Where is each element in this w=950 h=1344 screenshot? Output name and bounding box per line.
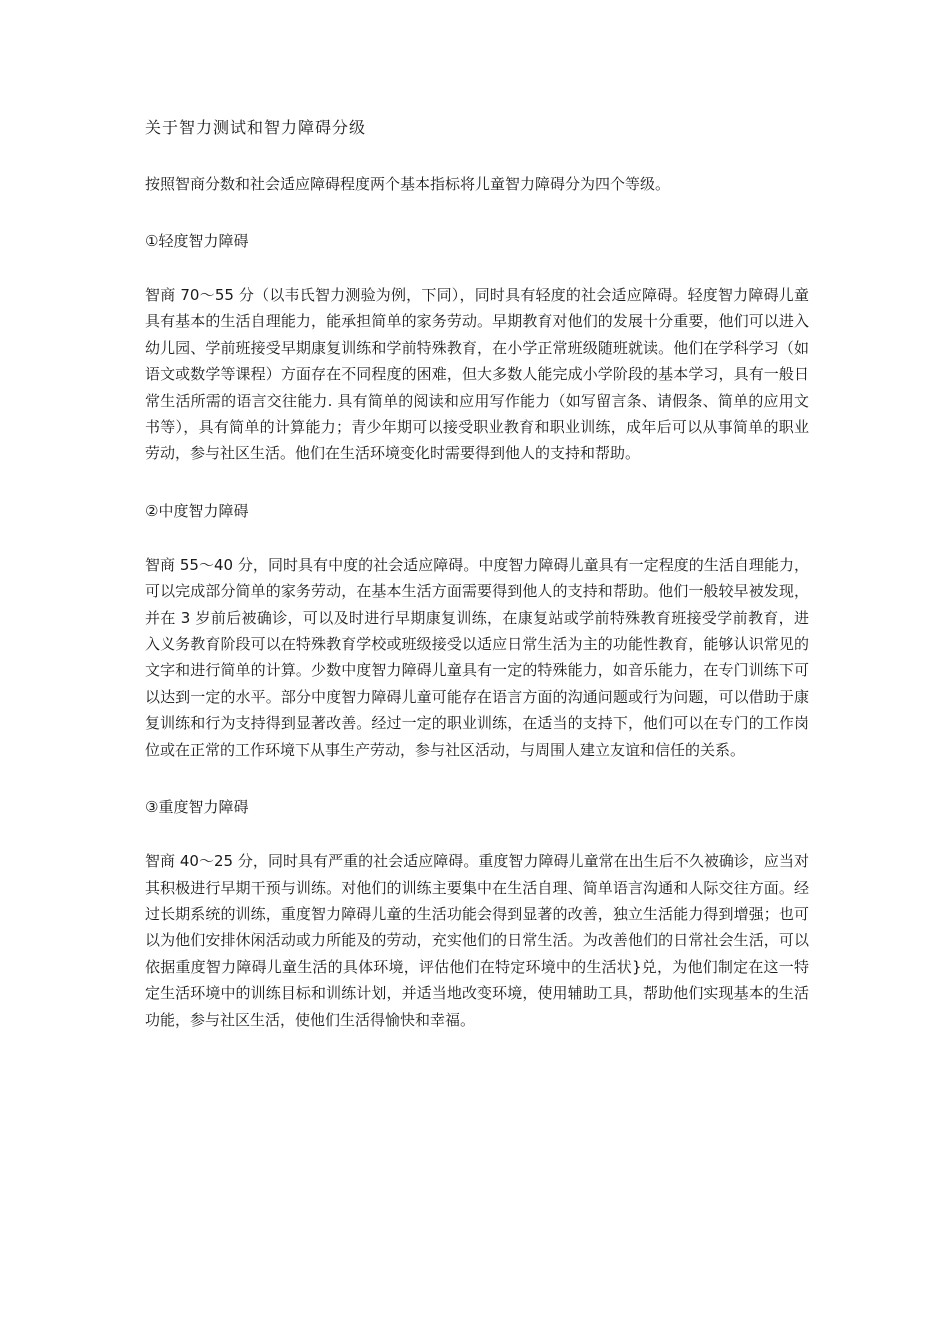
section-mild (145, 228, 809, 467)
section-heading: ③重度智力障碍 (145, 798, 249, 817)
section-body: 智商 55～40 分，同时具有中度的社会适应障碍。中度智力障碍儿童具有一定程度的生活自理能力，可以完成部分简单的家务劳动，在基本生活方面需要得到他人的支持和帮助。他们一般较早被发现，并在 3 岁前后被确诊，可以及时进行早期康复训练，在康复站或学前特殊教育班接受学前教育，进入义务教育阶段可以在特殊教育学校或班级接受以适应日常生活为主的功能性教育，能够认识常见的文字和进行简单的计算。少数中度智力障碍儿童具有一定的特殊能力，如音乐能力，在专门训练下可以达到一定的水平。部分中度智力障碍儿童可能存在语言方面的沟通问题或行为问题，可以借助于康复训练和行为支持得到显著改善。经过一定的职业训练，在适当的支持下，他们可以在专门的工作岗位或在正常的工作环境下从事生产劳动，参与社区活动，与周围人建立友谊和信任的关系。 (145, 555, 809, 759)
section-heading: ②中度智力障碍 (145, 501, 249, 520)
intro-paragraph: 按照智商分数和社会适应障碍程度两个基本指标将儿童智力障碍分为四个等级。 (145, 175, 671, 193)
section-moderate (145, 498, 809, 763)
section-heading: ①轻度智力障碍 (145, 232, 249, 250)
section-severe (145, 794, 809, 1033)
document-page (145, 114, 809, 1033)
section-body: 智商 70～55 分（以韦氏智力测验为例，下同），同时具有轻度的社会适应障碍。轻度智力障碍儿童具有基本的生活自理能力，能承担简单的家务劳动。早期教育对他们的发展十分重要，他们可以进入幼儿园、学前班接受早期康复训练和学前特殊教育，在小学正常班级随班就读。他们在学科学习（如语文或数学等课程）方面存在不同程度的困难，但大多数人能完成小学阶段的基本学习，具有一般日常生活所需的语言交往能力. 具有简单的阅读和应用写作能力（如写留言条、请假条、简单的应用文书等），具有简单的计算能力；青少年期可以接受职业教育和职业训练，成年后可以从事简单的职业劳动，参与社区生活。他们在生活环境变化时需要得到他人的支持和帮助。 (145, 286, 809, 463)
section-body: 智商 40～25 分，同时具有严重的社会适应障碍。重度智力障碍儿童常在出生后不久被确诊，应当对其积极进行早期干预与训练。对他们的训练主要集中在生活自理、简单语言沟通和人际交往方面。经过长期系统的训练，重度智力障碍儿童的生活功能会得到显著的改善，独立生活能力得到增强；也可以为他们安排休闲活动或力所能及的劳动，充实他们的日常生活。为改善他们的日常社会生活，可以依据重度智力障碍儿童生活的具体环境，评估他们在特定环境中的生活状}兑，为他们制定在这一特定生活环境中的训练目标和训练计划，并适当地改变环境，使用辅助工具，帮助他们实现基本的生活功能，参与社区生活，使他们生活得愉快和幸福。 (145, 852, 809, 1029)
document-title: 关于智力测试和智力障碍分级 (145, 118, 367, 137)
